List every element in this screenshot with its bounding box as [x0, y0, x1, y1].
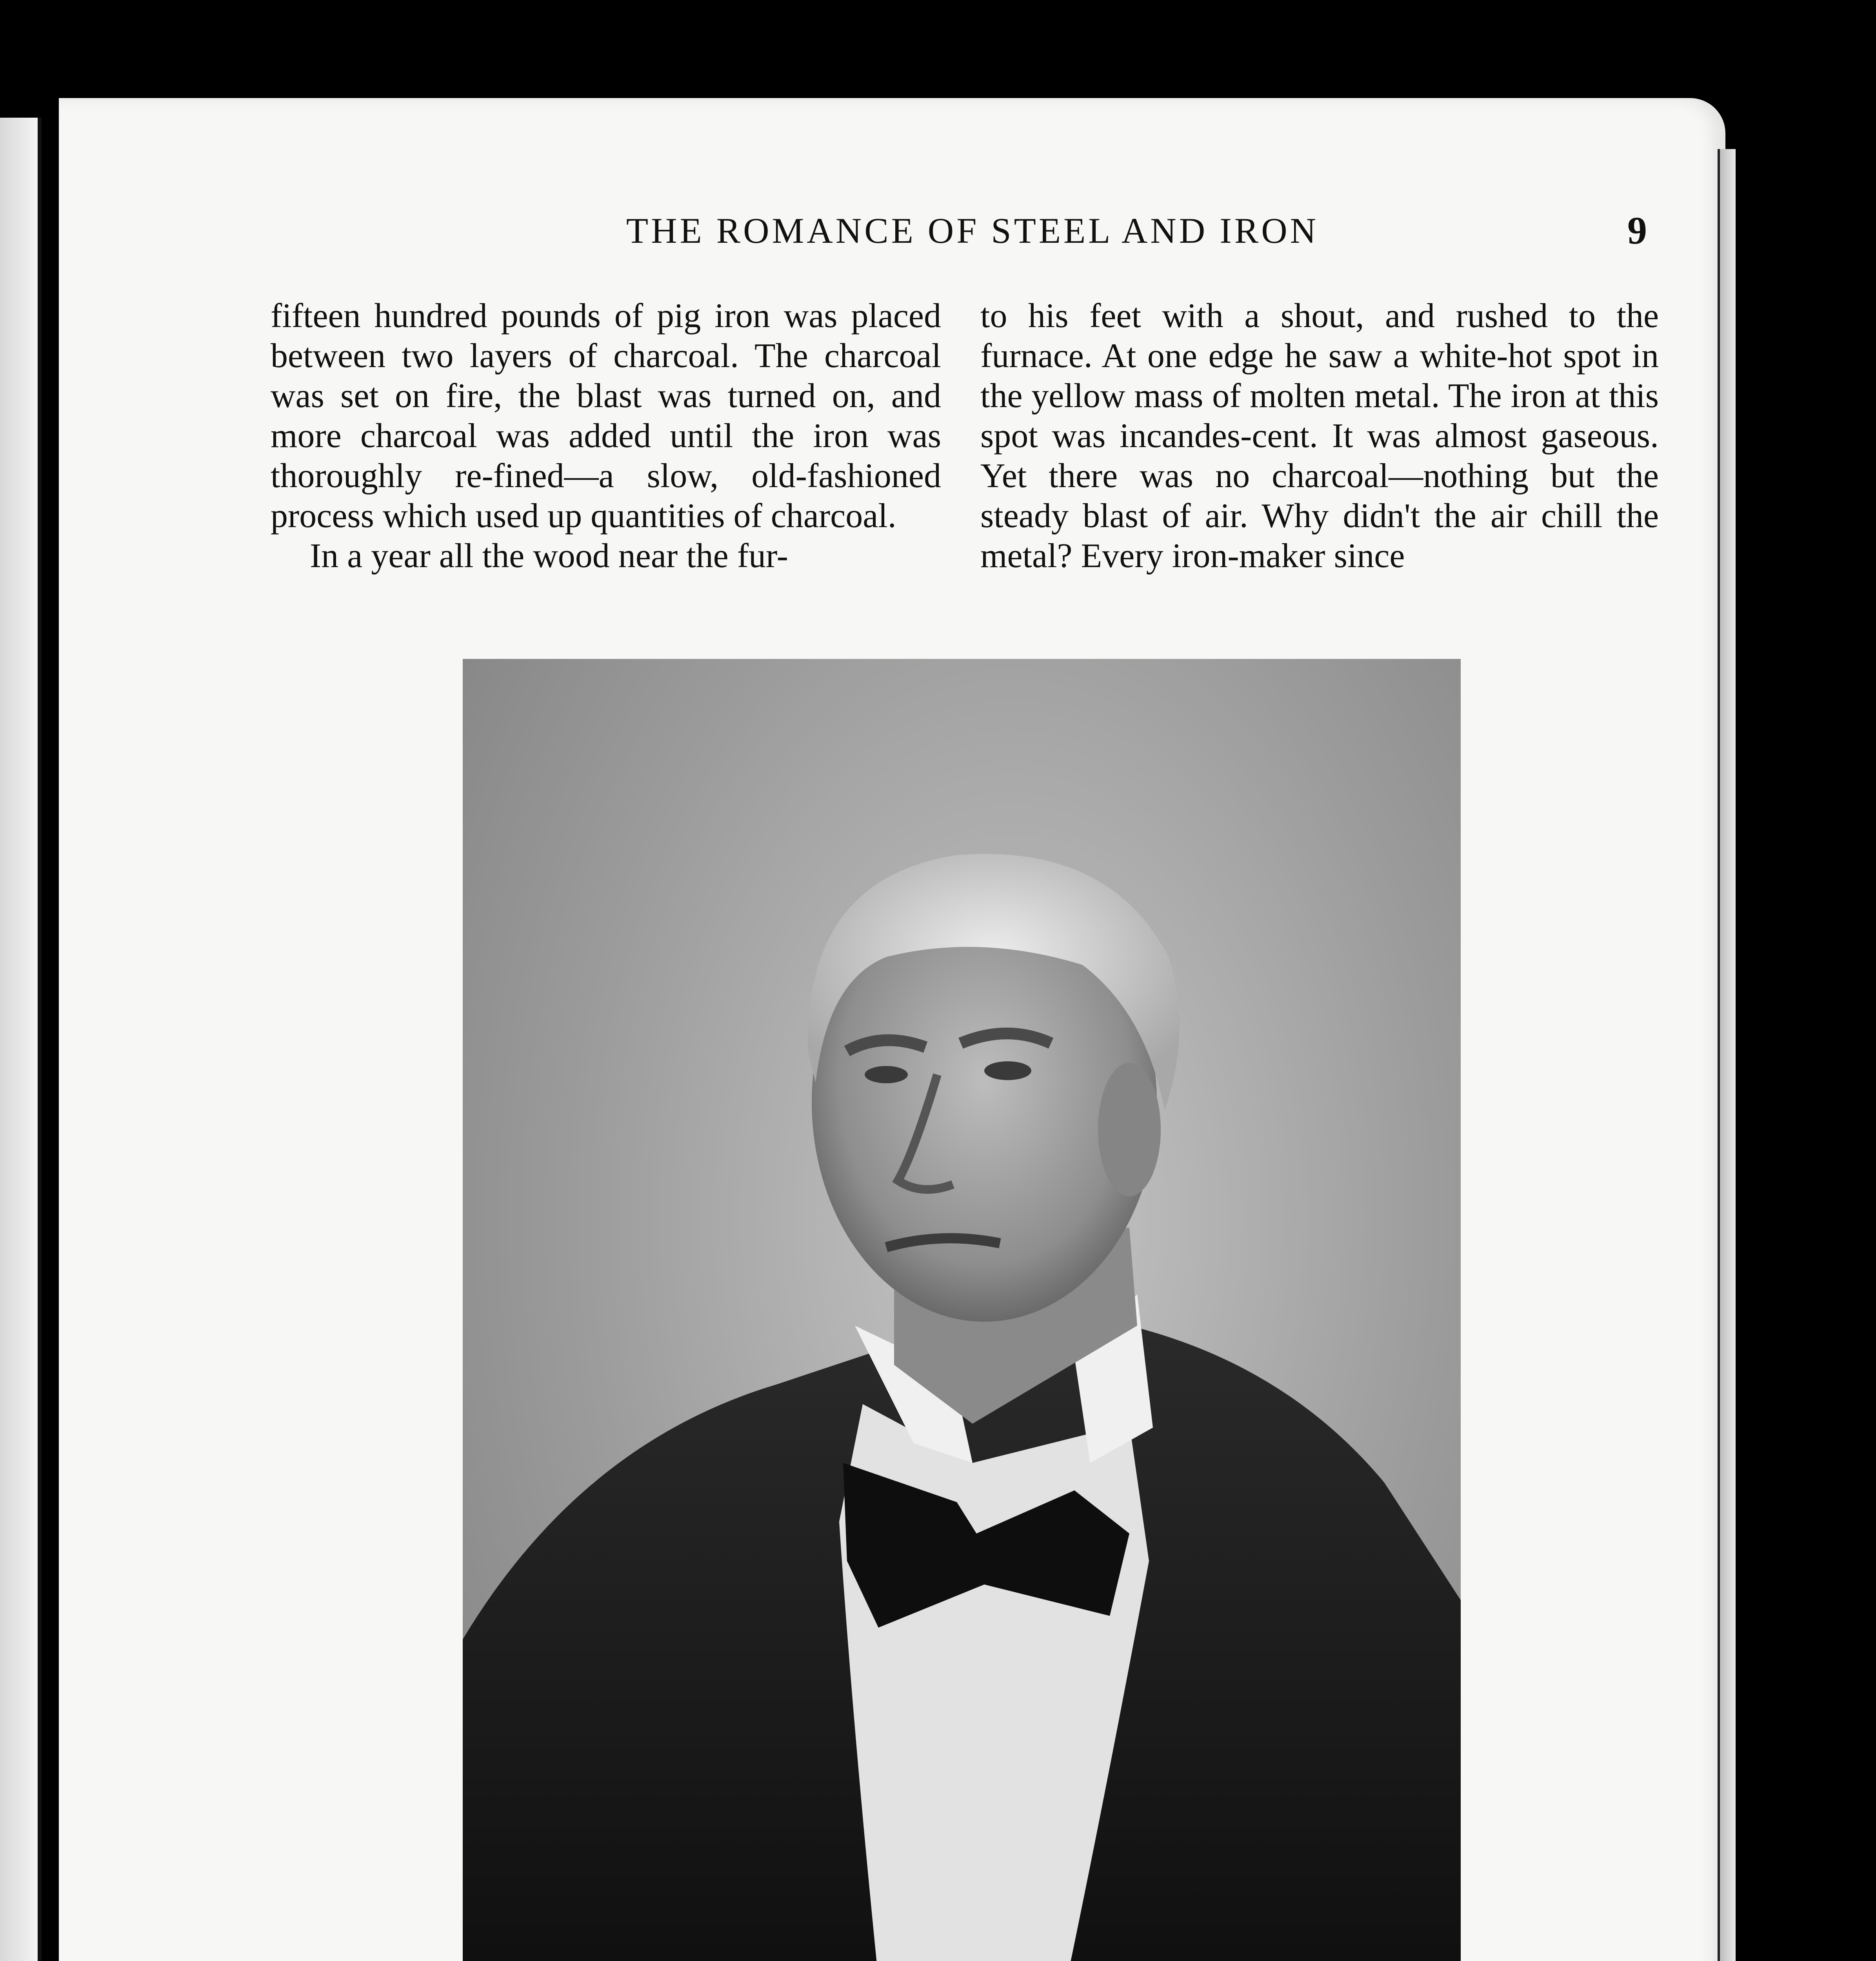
running-head: THE ROMANCE OF STEEL AND IRON [626, 211, 1319, 251]
portrait-illustration [463, 659, 1461, 1961]
portrait-photograph [463, 659, 1461, 1961]
text-column-top-right [980, 296, 1659, 576]
paragraph: fifteen hundred pounds of pig iron was placed between two layers of charcoal. The charcoal was set on fire, the blast was turned on, and more charcoal was added until the iron was thoroughly re-fined—a slow, old-fashioned process which used up quantities of charcoal. [271, 297, 941, 535]
paragraph: In a year all the wood near the fur- [310, 537, 788, 575]
page-number: 9 [1627, 209, 1647, 252]
page-stack-edge [1718, 149, 1736, 1961]
previous-page-edge [0, 118, 42, 1961]
paragraph: to his feet with a shout, and rushed to the furnace. At one edge he saw a white-hot spot in the yellow mass of molten metal. The iron at this spot was incandes-cent. It was almost gaseous. Yet there was no charcoal—nothing but the steady blast of air. Why didn't the air chill the metal? Every iron-maker since [980, 297, 1659, 575]
text-column-top-left [271, 296, 941, 576]
